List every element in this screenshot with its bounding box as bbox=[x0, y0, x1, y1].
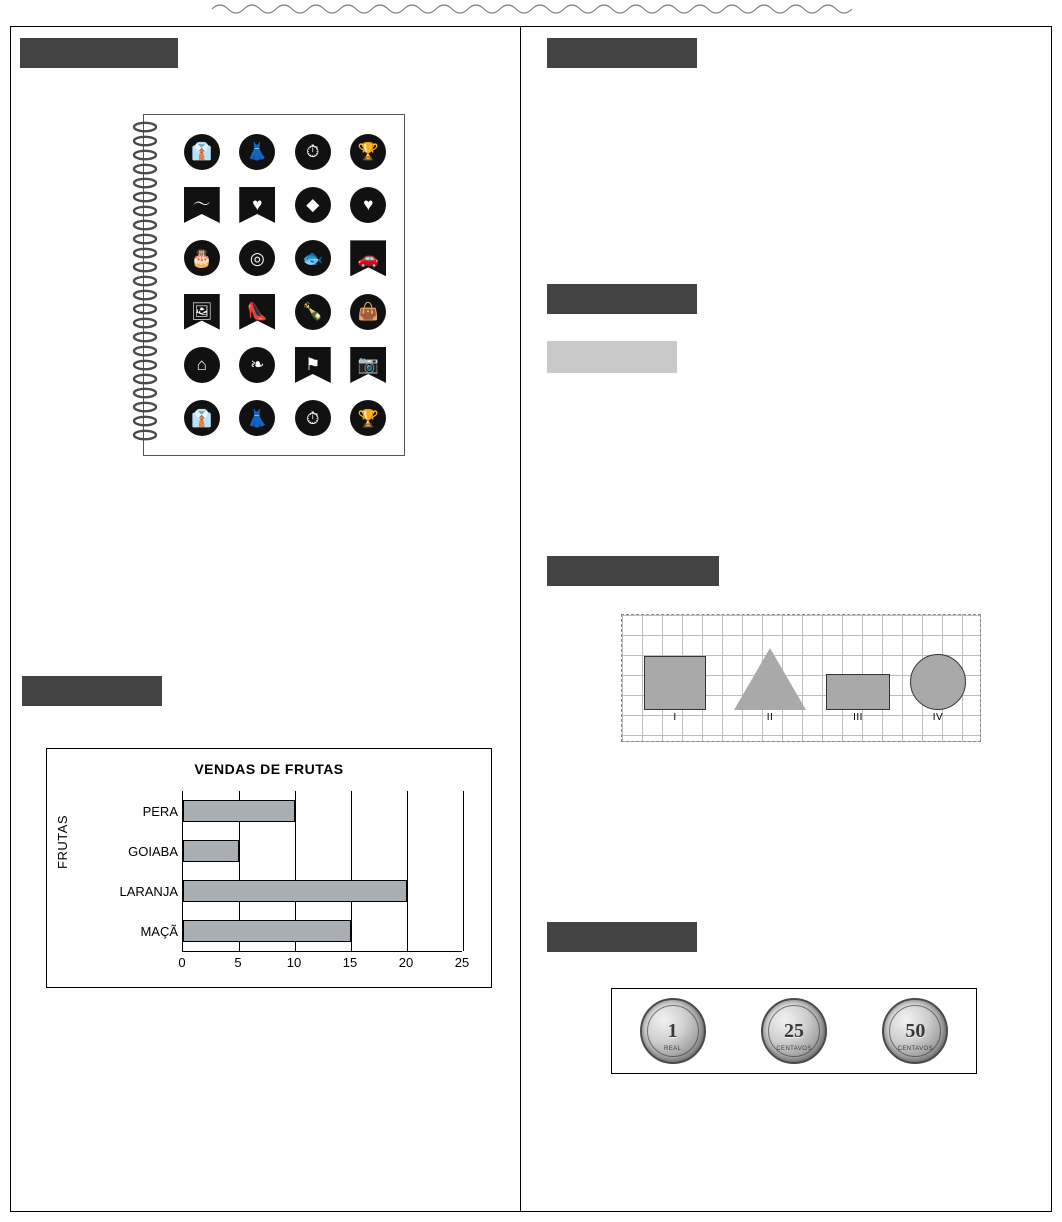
car-icon bbox=[348, 238, 388, 278]
sticker-glyph: 🐟 bbox=[302, 248, 324, 268]
chart-title: VENDAS DE FRUTAS bbox=[194, 761, 344, 777]
chart-x-tick: 15 bbox=[342, 955, 358, 970]
handbag-icon bbox=[348, 292, 388, 332]
fruit-sales-bar-chart bbox=[46, 748, 492, 988]
sticker-glyph: 👜 bbox=[357, 302, 379, 322]
chart-y-axis-label: FRUTAS bbox=[55, 814, 70, 869]
rectangle-shape bbox=[826, 674, 890, 710]
sticker-glyph: 〜 bbox=[193, 195, 211, 215]
house-icon bbox=[182, 345, 222, 385]
picture-frame-icon bbox=[182, 292, 222, 332]
question-2-header-redacted bbox=[22, 676, 162, 706]
chart-category-label: LARANJA bbox=[119, 884, 178, 899]
chart-gridline bbox=[351, 791, 352, 951]
question-3-header-redacted bbox=[547, 38, 697, 68]
question-4-subheader-redacted bbox=[547, 341, 677, 373]
sticker-glyph: 🏆 bbox=[357, 142, 379, 162]
question-6-header-redacted bbox=[547, 922, 697, 952]
chart-x-tick: 20 bbox=[398, 955, 414, 970]
dress-icon bbox=[237, 398, 277, 438]
chart-bar bbox=[140, 920, 351, 942]
trophy-icon bbox=[348, 132, 388, 172]
chart-x-tick: 5 bbox=[234, 955, 242, 970]
mustache-icon bbox=[182, 185, 222, 225]
chart-bar bbox=[142, 800, 295, 822]
sticker-glyph: 👗 bbox=[246, 142, 268, 162]
chart-category-label: GOIABA bbox=[128, 844, 178, 859]
sticker-glyph: 🖼 bbox=[190, 302, 213, 322]
chart-x-tick: 10 bbox=[286, 955, 302, 970]
chart-x-tick: 0 bbox=[178, 955, 186, 970]
sticker-glyph: ⚑ bbox=[305, 355, 321, 375]
suit-icon bbox=[182, 132, 222, 172]
rings-icon bbox=[237, 238, 277, 278]
left-column bbox=[10, 26, 521, 1212]
diamond-icon bbox=[293, 185, 333, 225]
chart-category-label: MAÇÃ bbox=[140, 924, 178, 939]
chart-bar bbox=[119, 880, 407, 902]
sticker-glyph: ⏱ bbox=[306, 142, 320, 162]
spiral-binding-icon bbox=[132, 119, 158, 451]
sticker-glyph: ⌂ bbox=[196, 355, 207, 375]
sticker-glyph: ◎ bbox=[249, 248, 265, 268]
sticker-glyph: 🍾 bbox=[302, 302, 324, 322]
suit-icon bbox=[182, 398, 222, 438]
question-1-header-redacted bbox=[20, 38, 178, 68]
coin-caption: REAL bbox=[664, 1046, 682, 1052]
chart-bar bbox=[128, 840, 239, 862]
shape-iv bbox=[910, 654, 966, 723]
sticker-glyph: 👗 bbox=[246, 408, 268, 428]
right-column bbox=[531, 26, 1052, 1212]
pocket-watch-icon bbox=[293, 398, 333, 438]
sticker-glyph: 📷 bbox=[357, 355, 379, 375]
coin-value: 25 bbox=[783, 1019, 804, 1042]
notebook-with-stickers bbox=[143, 114, 405, 456]
chart-x-tick: 25 bbox=[454, 955, 470, 970]
coin-value: 1 bbox=[667, 1019, 678, 1042]
sticker-glyph: 🎂 bbox=[191, 248, 213, 268]
coin-value: 50 bbox=[905, 1019, 926, 1042]
question-4-header-redacted bbox=[547, 284, 697, 314]
triangle-shape bbox=[734, 648, 806, 710]
coin-caption: CENTAVOS bbox=[897, 1046, 933, 1052]
shape-label-iii: III bbox=[853, 712, 863, 723]
shape-label-ii: II bbox=[766, 712, 774, 723]
coin-1 bbox=[640, 998, 706, 1064]
chart-x-axis bbox=[182, 951, 462, 952]
champagne-icon bbox=[293, 292, 333, 332]
shape-ii bbox=[734, 648, 806, 723]
chart-category-label: PERA bbox=[142, 804, 178, 819]
sticker-grid bbox=[174, 125, 396, 445]
chart-plot-area bbox=[119, 791, 463, 951]
coins-figure bbox=[611, 988, 977, 1074]
chart-gridline bbox=[463, 791, 464, 951]
trophy-icon bbox=[348, 398, 388, 438]
leaf-icon bbox=[237, 345, 277, 385]
coin-caption: CENTAVOS bbox=[776, 1046, 812, 1052]
coin-25 bbox=[761, 998, 827, 1064]
flag-icon bbox=[293, 345, 333, 385]
sticker-glyph: 🚗 bbox=[357, 248, 379, 268]
shape-label-iv: IV bbox=[932, 712, 944, 723]
shape-i bbox=[644, 656, 706, 723]
shape-label-i: I bbox=[673, 712, 677, 723]
pocket-watch-icon bbox=[293, 132, 333, 172]
sticker-glyph: ◆ bbox=[306, 195, 320, 215]
lips-icon bbox=[237, 185, 277, 225]
heart-icon bbox=[348, 185, 388, 225]
fish-icon bbox=[293, 238, 333, 278]
circle-shape bbox=[910, 654, 966, 710]
shape-iii bbox=[826, 674, 890, 723]
camera-icon bbox=[348, 345, 388, 385]
coin-50 bbox=[882, 998, 948, 1064]
decorative-wave-border bbox=[0, 0, 1062, 18]
cake-icon bbox=[182, 238, 222, 278]
high-heel-icon bbox=[237, 292, 277, 332]
sticker-glyph: 👔 bbox=[191, 408, 213, 428]
sticker-glyph: ⏱ bbox=[306, 408, 320, 428]
dress-icon bbox=[237, 132, 277, 172]
sticker-glyph: ❧ bbox=[250, 355, 265, 375]
sticker-glyph: 🏆 bbox=[357, 408, 379, 428]
sticker-glyph: ♥ bbox=[252, 195, 263, 215]
sticker-glyph: 👠 bbox=[246, 302, 268, 322]
square-shape bbox=[644, 656, 706, 710]
shapes-figure bbox=[621, 614, 981, 742]
question-5-header-redacted bbox=[547, 556, 719, 586]
sticker-glyph: 👔 bbox=[191, 142, 213, 162]
sticker-glyph: ♥ bbox=[363, 195, 374, 215]
chart-gridline bbox=[407, 791, 408, 951]
